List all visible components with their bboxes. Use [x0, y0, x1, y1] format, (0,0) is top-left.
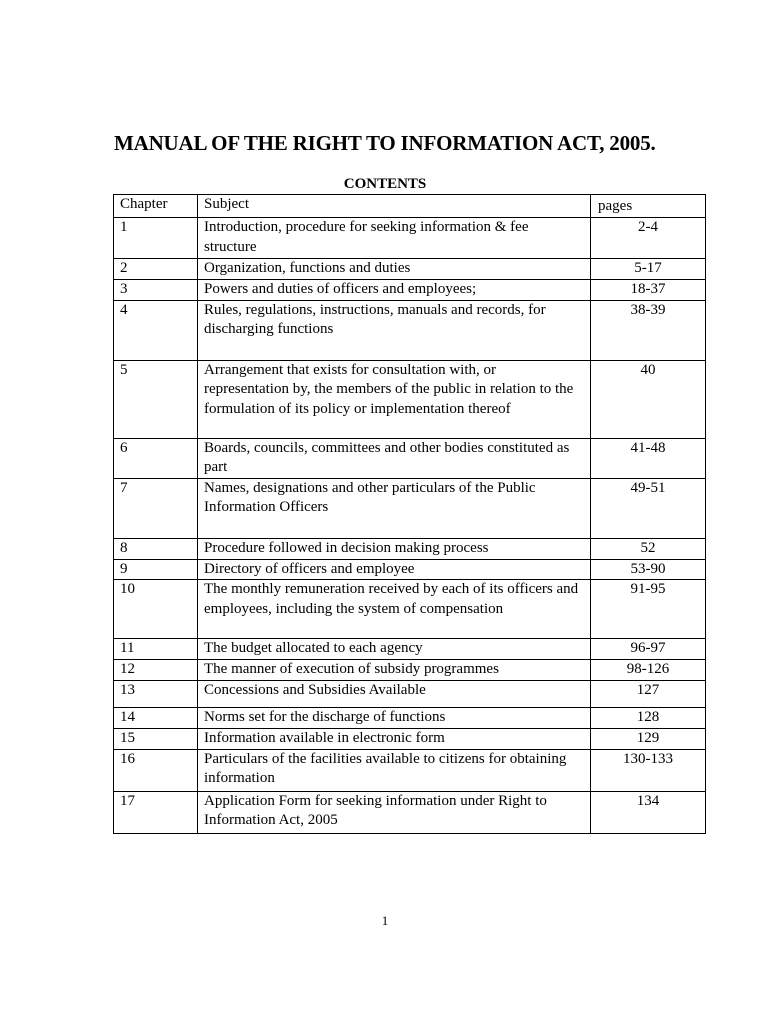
document-title: MANUAL OF THE RIGHT TO INFORMATION ACT, 2005. — [114, 131, 656, 155]
chapter-number: 14 — [114, 708, 198, 729]
table-row — [114, 438, 706, 478]
chapter-number: 1 — [114, 218, 198, 259]
table-row — [114, 791, 706, 833]
table-row — [114, 478, 706, 538]
table-row — [114, 681, 706, 708]
table-row — [114, 218, 706, 259]
chapter-number: 13 — [114, 681, 198, 708]
table-row — [114, 559, 706, 580]
page-number: 1 — [381, 913, 389, 928]
page-range: 40 — [591, 360, 706, 438]
chapter-subject: Concessions and Subsidies Available — [198, 681, 591, 708]
page-range: 130-133 — [591, 749, 706, 791]
page-range: 91-95 — [591, 580, 706, 639]
column-header-chapter: Chapter — [114, 195, 198, 218]
chapter-subject: The monthly remuneration received by each of its officers and employees, including the system of compensation — [198, 580, 591, 639]
page-range: 96-97 — [591, 639, 706, 660]
table-row — [114, 729, 706, 750]
chapter-subject: The manner of execution of subsidy programmes — [198, 660, 591, 681]
table-row — [114, 259, 706, 280]
page-range: 38-39 — [591, 300, 706, 360]
contents-heading: CONTENTS — [343, 176, 427, 192]
chapter-number: 5 — [114, 360, 198, 438]
table-row — [114, 300, 706, 360]
chapter-subject: Introduction, procedure for seeking information & fee structure — [198, 218, 591, 259]
column-header-subject: Subject — [198, 195, 591, 218]
table-row — [114, 660, 706, 681]
chapter-subject: Procedure followed in decision making process — [198, 538, 591, 559]
chapter-number: 6 — [114, 438, 198, 478]
chapter-number: 12 — [114, 660, 198, 681]
chapter-subject: Arrangement that exists for consultation with, or representation by, the members of the public in relation to the formulation of its policy or implementation thereof — [198, 360, 591, 438]
chapter-subject: Rules, regulations, instructions, manuals and records, for discharging functions — [198, 300, 591, 360]
chapter-subject: The budget allocated to each agency — [198, 639, 591, 660]
page-range: 127 — [591, 681, 706, 708]
chapter-number: 16 — [114, 749, 198, 791]
table-row — [114, 360, 706, 438]
page-range: 98-126 — [591, 660, 706, 681]
table-row — [114, 538, 706, 559]
chapter-number: 10 — [114, 580, 198, 639]
chapter-subject: Information available in electronic form — [198, 729, 591, 750]
table-row — [114, 639, 706, 660]
chapter-subject: Powers and duties of officers and employees; — [198, 280, 591, 301]
table-row — [114, 749, 706, 791]
table-row — [114, 280, 706, 301]
chapter-number: 8 — [114, 538, 198, 559]
table-row — [114, 708, 706, 729]
page-range: 128 — [591, 708, 706, 729]
chapter-subject: Directory of officers and employee — [198, 559, 591, 580]
chapter-number: 4 — [114, 300, 198, 360]
page-range: 129 — [591, 729, 706, 750]
page-range: 5-17 — [591, 259, 706, 280]
chapter-number: 11 — [114, 639, 198, 660]
page-range: 52 — [591, 538, 706, 559]
table-row — [114, 580, 706, 639]
chapter-subject: Boards, councils, committees and other bodies constituted as part — [198, 438, 591, 478]
chapter-number: 7 — [114, 478, 198, 538]
page-range: 53-90 — [591, 559, 706, 580]
chapter-subject: Names, designations and other particulars of the Public Information Officers — [198, 478, 591, 538]
page-range: 49-51 — [591, 478, 706, 538]
chapter-number: 17 — [114, 791, 198, 833]
page-range: 2-4 — [591, 218, 706, 259]
page-range: 134 — [591, 791, 706, 833]
table-header-row — [114, 195, 706, 218]
page-range: 41-48 — [591, 438, 706, 478]
chapter-subject: Application Form for seeking information under Right to Information Act, 2005 — [198, 791, 591, 833]
chapter-number: 2 — [114, 259, 198, 280]
chapter-subject: Particulars of the facilities available to citizens for obtaining information — [198, 749, 591, 791]
page-range: 18-37 — [591, 280, 706, 301]
chapter-subject: Norms set for the discharge of functions — [198, 708, 591, 729]
chapter-subject: Organization, functions and duties — [198, 259, 591, 280]
chapter-number: 15 — [114, 729, 198, 750]
column-header-pages: pages — [591, 195, 706, 218]
chapter-number: 9 — [114, 559, 198, 580]
chapter-number: 3 — [114, 280, 198, 301]
contents-table — [113, 194, 706, 834]
